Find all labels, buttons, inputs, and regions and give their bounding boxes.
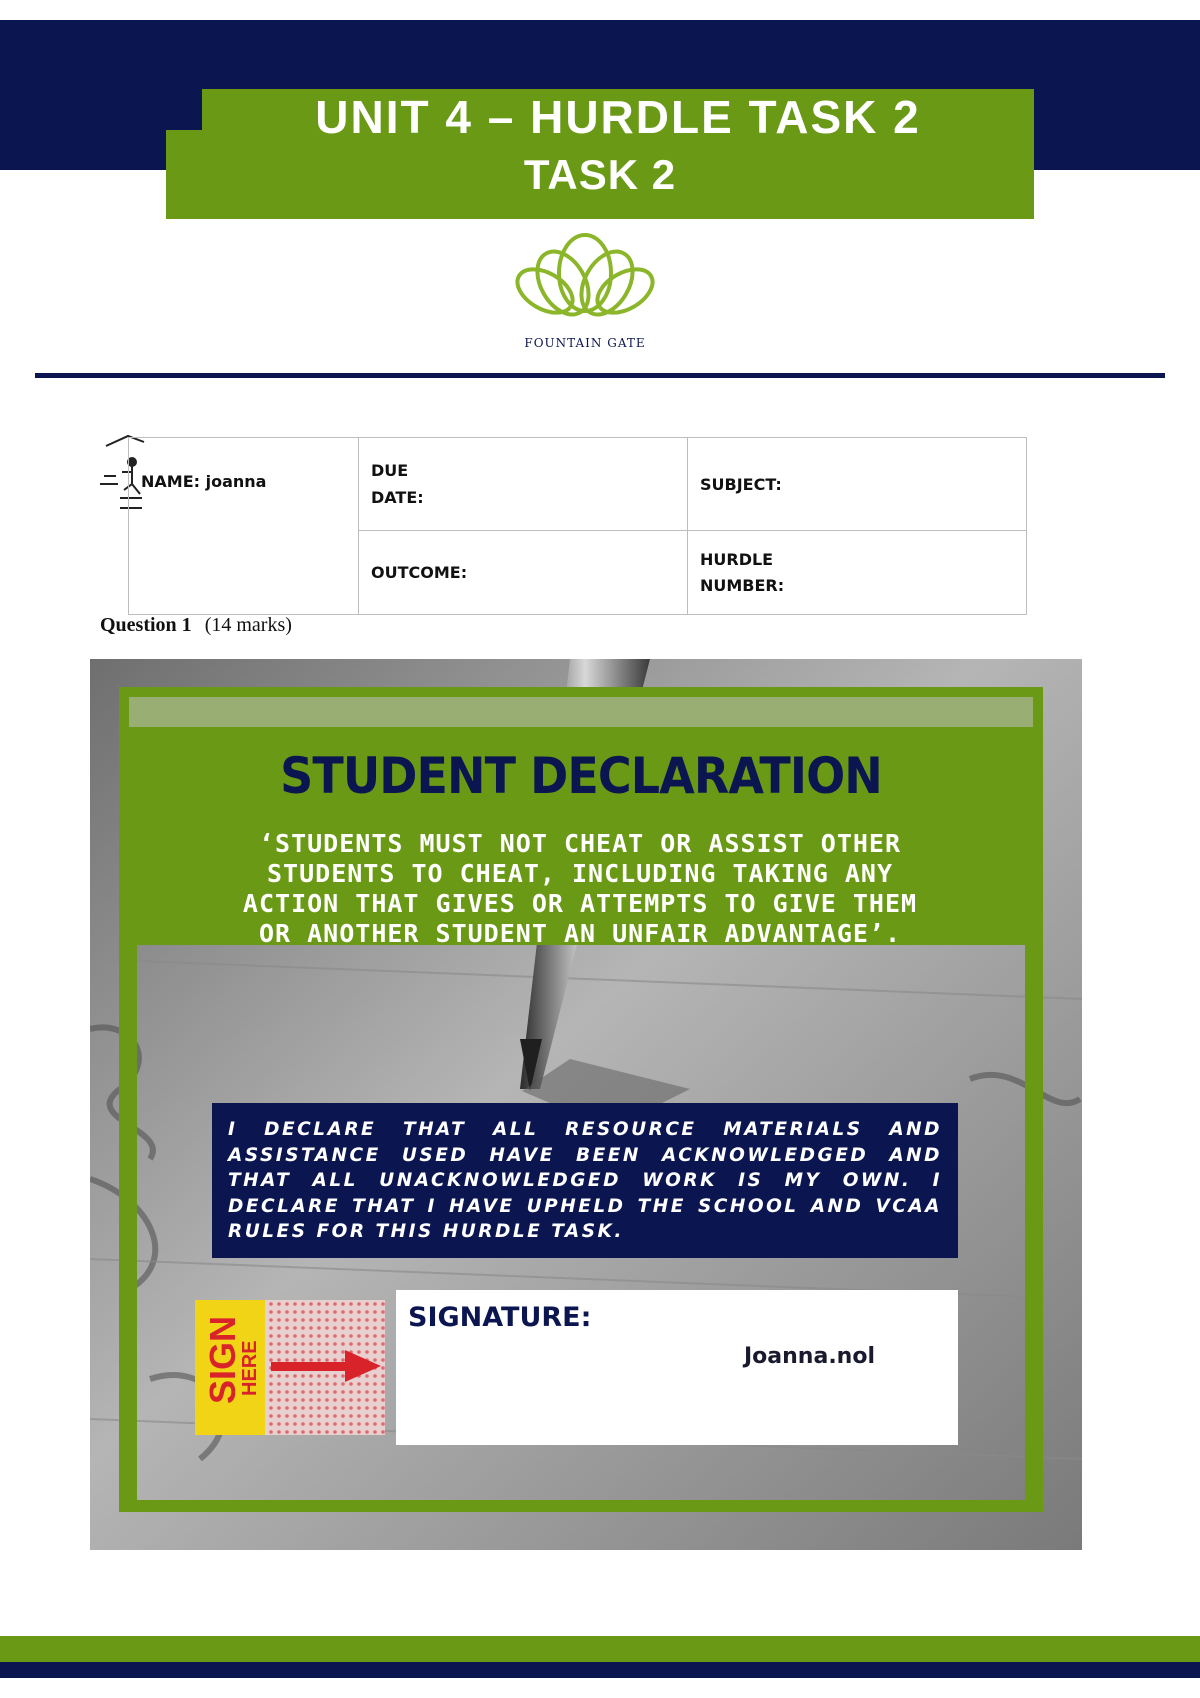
student-info-table [128,437,1027,615]
signature-box [396,1290,958,1445]
declaration-statement: I DECLARE THAT ALL RESOURCE MATERIALS AND ASSISTANCE USED HAVE BEEN ACKNOWLEDGED AND THAT ALL UNACKNOWLEDGED WORK IS MY OWN. I DECLARE THAT I HAVE UPHELD THE SCHOOL AND VCAA RULES FOR THIS HURDLE TASK. [228,1119,942,1242]
hurdle-label-line2: NUMBER: [700,575,785,595]
name-cell [129,438,359,615]
sign-badge-text: SIGN [202,1315,243,1404]
outcome-cell [359,531,688,615]
footer-navy-bar [0,1662,1200,1678]
signature-label: SIGNATURE: [408,1302,592,1333]
school-logo-icon [505,225,665,365]
due-date-label-line2: DATE: [371,488,424,507]
here-badge-text: HERE [239,1340,261,1396]
subject-cell [688,438,1027,531]
outcome-label: OUTCOME: [371,563,468,582]
due-date-cell [359,438,688,531]
declaration-statement-box [212,1103,958,1258]
logo-text: FOUNTAIN GATE [524,336,646,350]
signature-value: Joanna.nol [744,1344,875,1369]
question-label: Question 1 [100,614,192,636]
question-heading [100,614,292,637]
declaration-rule-quote: ‘STUDENTS MUST NOT CHEAT OR ASSIST OTHER STUDENTS TO CHEAT, INCLUDING TAKING ANY ACTION THAT GIVES OR ATTEMPTS TO GIVE THEM OR ANOTHER STUDENT AN UNFAIR ADVANTAGE’. [242,829,918,948]
subject-label: SUBJECT: [700,474,782,494]
sign-here-badge [195,1300,385,1435]
poster-frame-left [129,945,137,1504]
due-date-label-line1: DUE [371,461,409,480]
declaration-title: STUDENT DECLARATION [280,747,882,805]
question-marks: (14 marks) [204,614,292,636]
footer-green-bar [0,1636,1200,1662]
page-title: UNIT 4 – HURDLE TASK 2 [315,91,921,143]
student-declaration-poster [90,659,1082,1550]
name-label: NAME: [141,472,201,491]
poster-frame-right [1025,945,1033,1504]
name-value: joanna [205,472,267,491]
page-subtitle: TASK 2 [523,151,677,198]
poster-header-strip [129,697,1033,727]
hurdle-number-cell [688,531,1027,615]
header-divider [35,373,1165,378]
hurdle-label-line1: HURDLE [700,549,774,569]
